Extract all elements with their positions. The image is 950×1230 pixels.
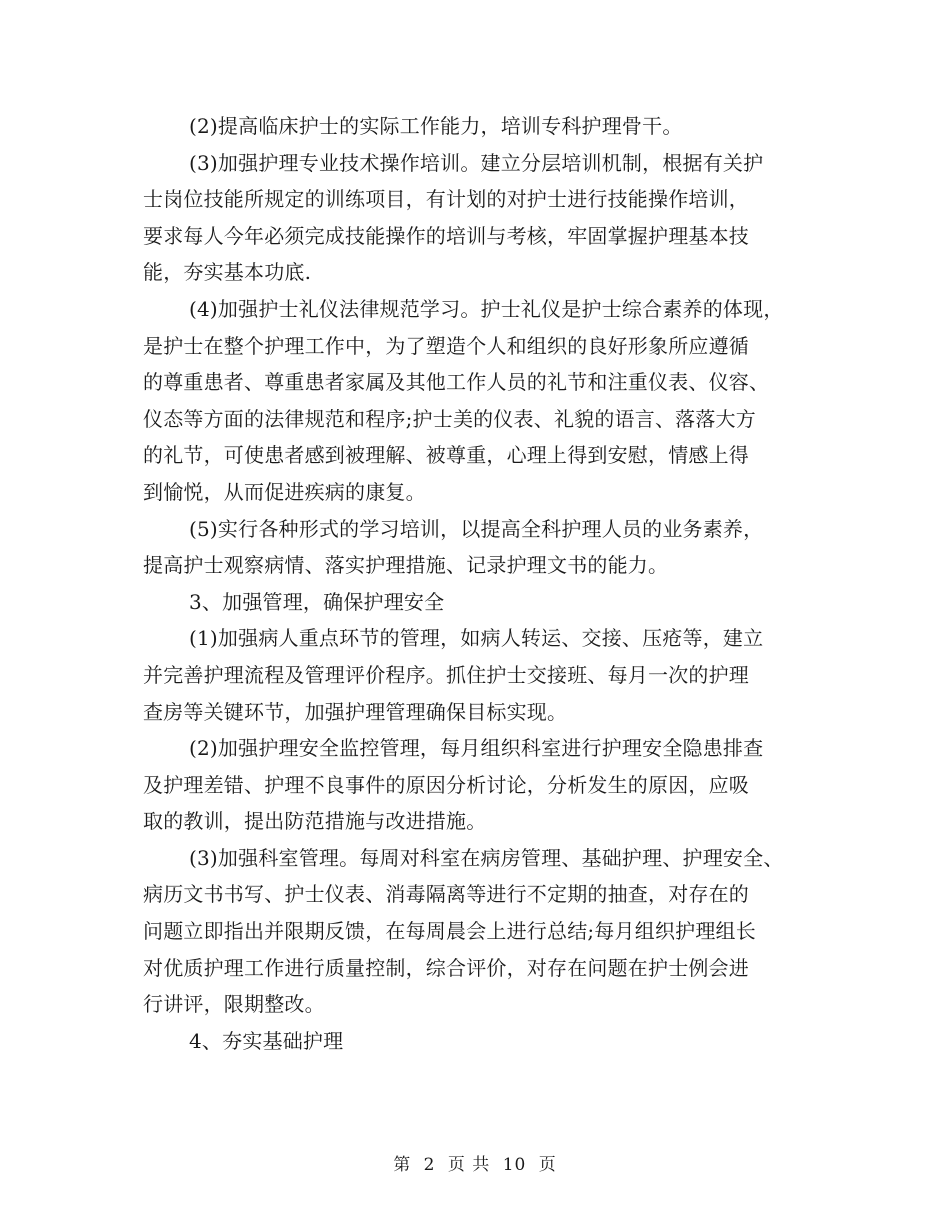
text-line: 行讲评，限期整改。 (143, 992, 325, 1017)
text-line: 的礼节，可使患者感到被理解、被尊重，心理上得到安慰，情感上得 (143, 443, 749, 468)
text-line: 士岗位技能所规定的训练项目，有计划的对护士进行技能操作培训， (143, 187, 749, 212)
footer-suffix: 页 (538, 1155, 557, 1175)
text-line: 的尊重患者、尊重患者家属及其他工作人员的礼节和注重仪表、仪容、 (143, 370, 770, 395)
text-line: 并完善护理流程及管理评价程序。抓住护士交接班、每月一次的护理 (143, 662, 749, 687)
text-line: 4、夯实基础护理 (189, 1028, 344, 1053)
text-line: 取的教训，提出防范措施与改进措施。 (143, 809, 487, 834)
text-line: 病历文书书写、护士仪表、消毒隔离等进行不定期的抽查，对存在的 (143, 882, 749, 907)
footer-prefix: 第 (393, 1155, 412, 1175)
text-line: 对优质护理工作进行质量控制，综合评价，对存在问题在护士例会进 (143, 955, 749, 980)
text-line: 能，夯实基本功底. (143, 260, 312, 285)
text-line: (3)加强科室管理。每周对科室在病房管理、基础护理、护理安全、 (189, 845, 784, 870)
text-line: (2)提高临床护士的实际工作能力，培训专科护理骨干。 (189, 114, 683, 138)
text-line: (4)加强护士礼仪法律规范学习。护士礼仪是护士综合素养的体现， (189, 296, 784, 321)
text-line: (5)实行各种形式的学习培训，以提高全科护理人员的业务素养， (189, 516, 764, 541)
footer-page-number: 2 (423, 1155, 436, 1175)
text-line: 问题立即指出并限期反馈，在每周晨会上进行总结;每月组织护理组长 (143, 919, 756, 944)
document-body (143, 108, 833, 1059)
text-line: 及护理差错、护理不良事件的原因分析讨论，分析发生的原因，应吸 (143, 772, 749, 797)
text-line: 是护士在整个护理工作中，为了塑造个人和组织的良好形象所应遵循 (143, 333, 749, 358)
text-line: 提高护士观察病情、落实护理措施、记录护理文书的能力。 (143, 553, 669, 578)
text-line: (2)加强护理安全监控管理，每月组织科室进行护理安全隐患排查 (189, 736, 764, 761)
text-line: 仪态等方面的法律规范和程序;护士美的仪表、礼貌的语言、落落大方 (143, 406, 756, 431)
page-footer (0, 1153, 950, 1177)
text-line: 要求每人今年必须完成技能操作的培训与考核，牢固掌握护理基本技 (143, 223, 749, 248)
footer-middle: 页 共 (447, 1155, 491, 1175)
text-line: (3)加强护理专业技术操作培训。建立分层培训机制，根据有关护 (189, 150, 764, 175)
text-line: 到愉悦，从而促进疾病的康复。 (143, 479, 426, 504)
footer-total-pages: 10 (502, 1155, 527, 1175)
text-line: 3、加强管理，确保护理安全 (189, 589, 445, 614)
text-line: 查房等关键环节，加强护理管理确保目标实现。 (143, 699, 568, 724)
text-line: (1)加强病人重点环节的管理，如病人转运、交接、压疮等，建立 (189, 626, 764, 651)
